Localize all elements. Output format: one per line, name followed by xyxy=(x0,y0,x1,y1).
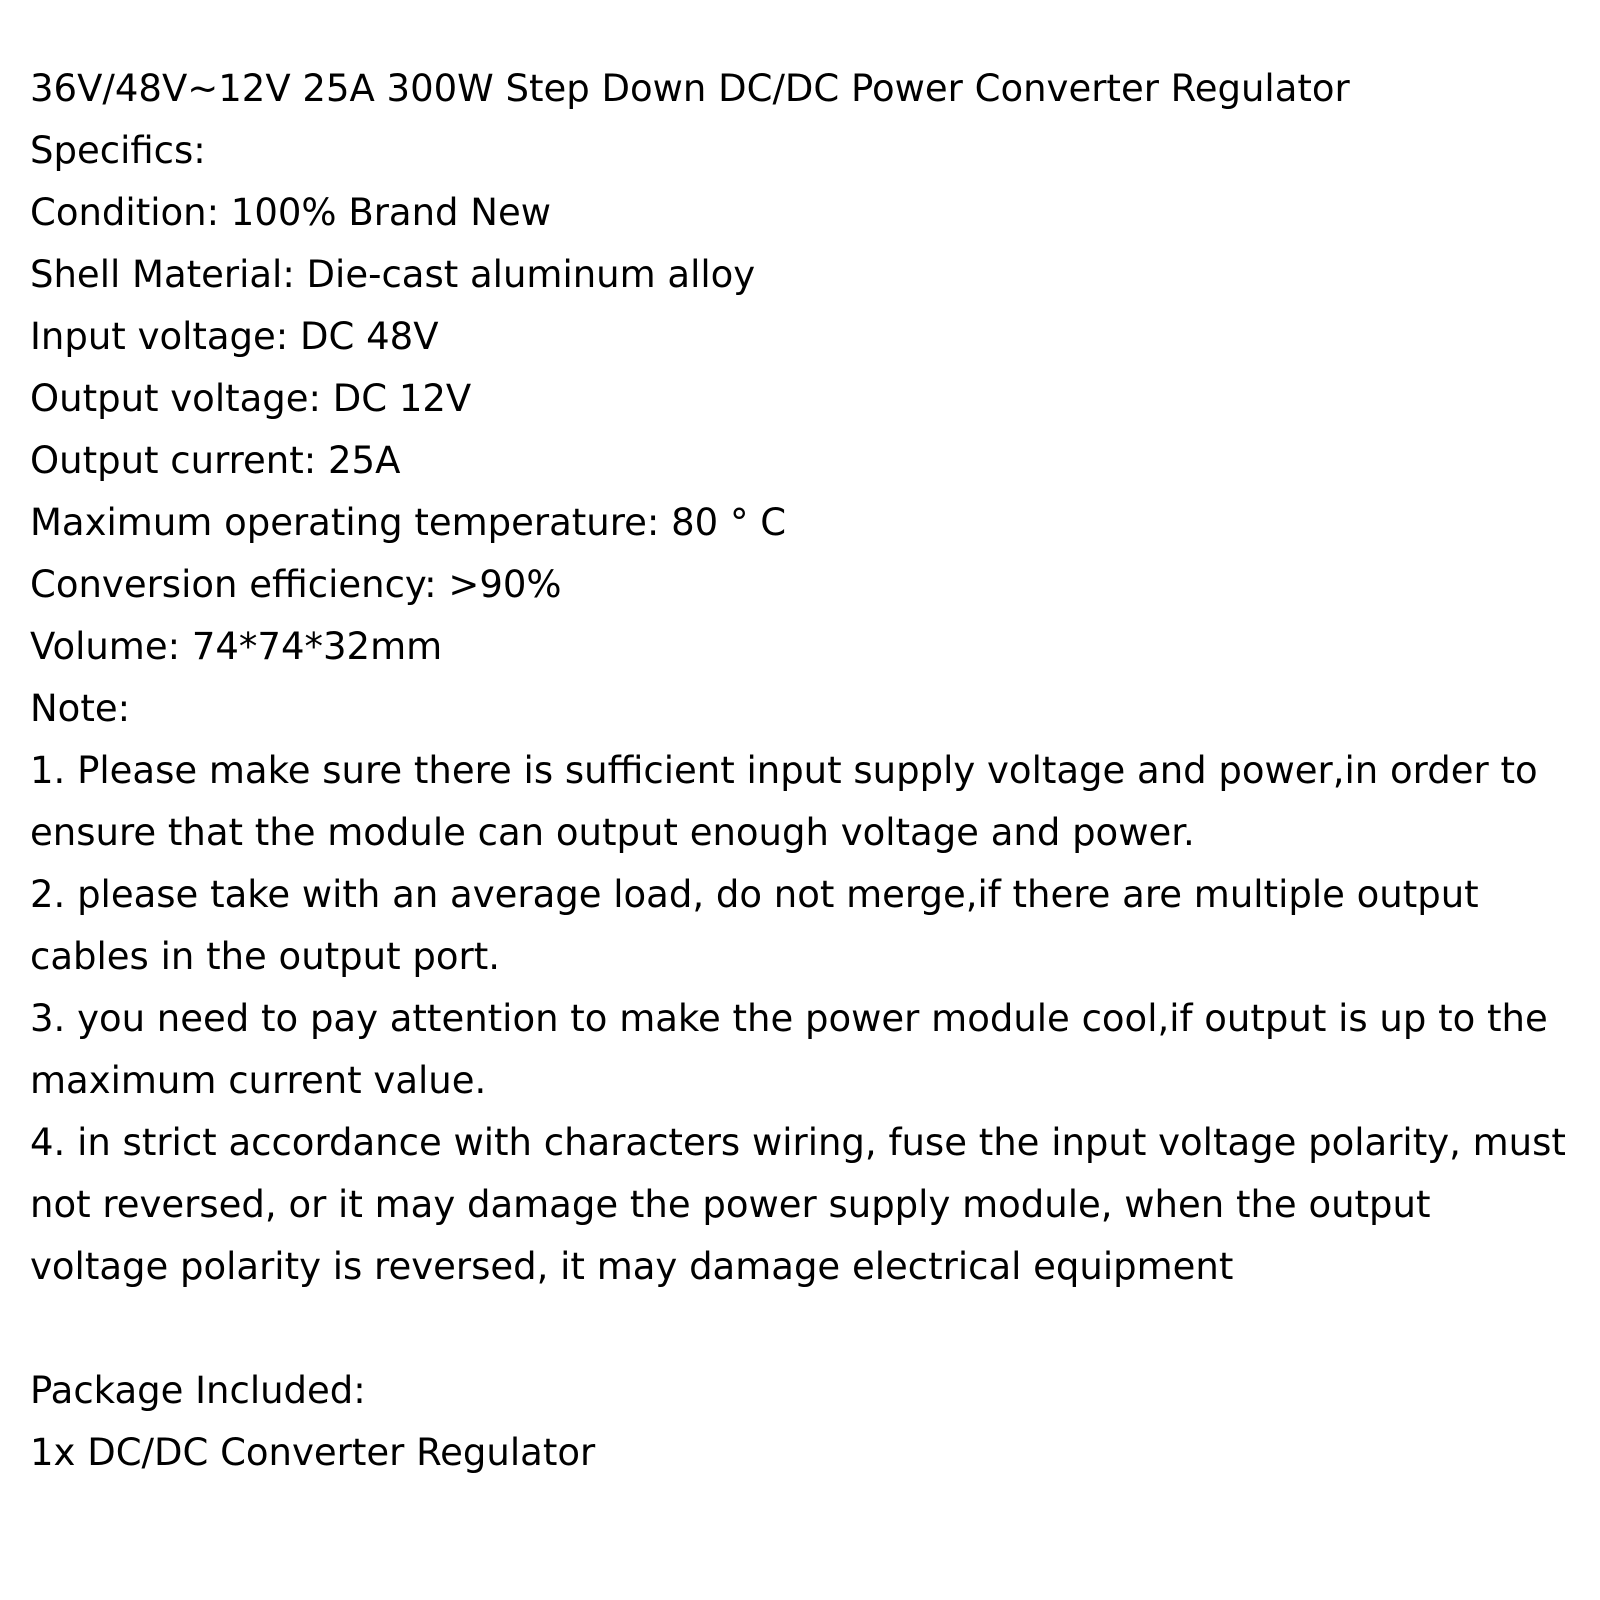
package-item-1: 1x DC/DC Converter Regulator xyxy=(30,1431,596,1474)
note-item-4: 4. in strict accordance with characters wiring, fuse the input voltage polarity, must not reversed, or it may damage the power supply module, when the output voltage polarity is reversed, it may damage electrical equipment xyxy=(30,1121,1566,1288)
spec-output-current: Output current: 25A xyxy=(30,439,401,482)
note-item-2: 2. please take with an average load, do not merge,if there are multiple output cables in the output port. xyxy=(30,873,1479,978)
package-heading: Package Included: xyxy=(30,1369,366,1412)
product-title: 36V/48V~12V 25A 300W Step Down DC/DC Power Converter Regulator xyxy=(30,67,1350,110)
spec-input-voltage: Input voltage: DC 48V xyxy=(30,315,439,358)
spec-conversion-efficiency: Conversion efficiency: >90% xyxy=(30,563,562,606)
note-item-1: 1. Please make sure there is sufficient input supply voltage and power,in order to ensure that the module can output enough voltage and power. xyxy=(30,749,1538,854)
spec-max-temperature: Maximum operating temperature: 80 ° C xyxy=(30,501,787,544)
specifics-heading: Specifics: xyxy=(30,129,206,172)
note-item-3: 3. you need to pay attention to make the power module cool,if output is up to the maximum current value. xyxy=(30,997,1548,1102)
spec-output-voltage: Output voltage: DC 12V xyxy=(30,377,472,420)
note-heading: Note: xyxy=(30,687,131,730)
section-spacer xyxy=(30,1298,1578,1360)
spec-shell-material: Shell Material: Die-cast aluminum alloy xyxy=(30,253,756,296)
spec-volume: Volume: 74*74*32mm xyxy=(30,625,443,668)
spec-condition: Condition: 100% Brand New xyxy=(30,191,551,234)
